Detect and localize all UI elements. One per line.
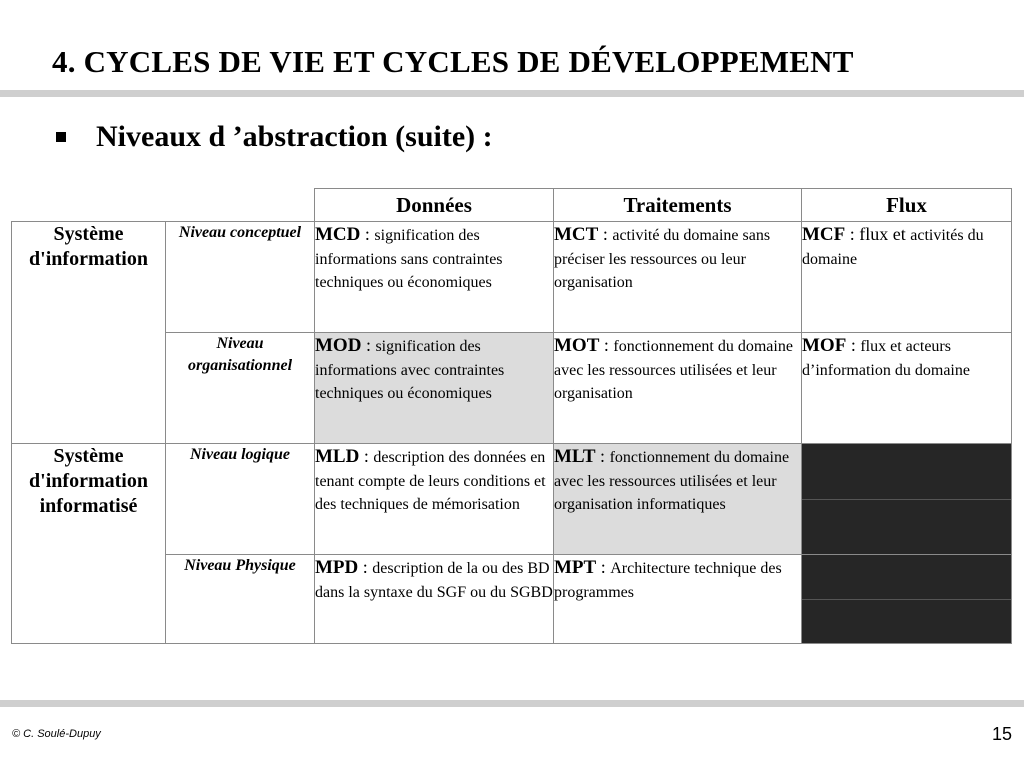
cell-mcd-text: signification des informations sans contraintes techniques ou économiques	[315, 227, 503, 291]
bullet-text: Niveaux d ’abstraction (suite) :	[96, 120, 493, 153]
table-header-row	[12, 189, 1012, 222]
cell-mot: MOT : fonctionnement du domaine avec les ressources utilisées et leur organisation	[554, 333, 802, 444]
copyright-notice: © C. Soulé-Dupuy	[12, 728, 101, 740]
cell-mpt-abbr: MPT	[554, 557, 597, 578]
cell-mcf: MCF : flux et activités du domaine	[802, 222, 1012, 333]
cell-mof-text: flux et acteurs d’information du domaine	[802, 338, 970, 379]
footer-divider	[0, 700, 1024, 707]
title-divider	[0, 90, 1024, 97]
cell-mlt-abbr: MLT	[554, 446, 596, 467]
cell-mld-abbr: MLD	[315, 446, 360, 467]
cell-flux-logique-empty	[802, 444, 1012, 555]
table-row-logique	[12, 444, 1012, 555]
slide-title: 4. CYCLES DE VIE ET CYCLES DE DÉVELOPPEMENT	[52, 44, 854, 79]
cell-mct-abbr: MCT	[554, 224, 599, 245]
level-conceptuel: Niveau conceptuel	[166, 222, 315, 333]
cell-mpt: MPT : Architecture technique des programmes	[554, 555, 802, 644]
row-group-systeme-information: Système d'information	[12, 222, 166, 444]
column-header-flux: Flux	[802, 189, 1012, 222]
cell-mpt-text: Architecture technique des programmes	[554, 560, 782, 601]
cell-mct-text: activité du domaine sans préciser les ressources ou leur organisation	[554, 227, 771, 291]
cell-mpd-abbr: MPD	[315, 557, 359, 578]
cell-mot-text: fonctionnement du domaine avec les ressources utilisées et leur organisation	[554, 338, 793, 402]
cell-mod-text: signification des informations avec contraintes techniques ou économiques	[315, 338, 505, 402]
bullet-item	[56, 120, 493, 154]
cell-mld: MLD : description des données en tenant compte de leurs conditions et des techniques de mémorisation	[315, 444, 554, 555]
cell-mcd-abbr: MCD	[315, 224, 361, 245]
cell-mof-abbr: MOF	[802, 335, 847, 356]
cell-mcf-abbr: MCF	[802, 224, 846, 245]
header-blank	[12, 189, 315, 222]
column-header-traitements: Traitements	[554, 189, 802, 222]
level-organisationnel: Niveau organisationnel	[166, 333, 315, 444]
square-bullet-icon	[56, 132, 66, 142]
level-logique: Niveau logique	[166, 444, 315, 555]
cell-mof: MOF : flux et acteurs d’information du domaine	[802, 333, 1012, 444]
cell-mct: MCT : activité du domaine sans préciser les ressources ou leur organisation	[554, 222, 802, 333]
cell-mpd-text: description de la ou des BD dans la syntaxe du SGF ou du SGBD	[315, 560, 553, 601]
cell-mlt: MLT : fonctionnement du domaine avec les ressources utilisées et leur organisation informatiques	[554, 444, 802, 555]
cell-mlt-text: fonctionnement du domaine avec les ressources utilisées et leur organisation informatiques	[554, 449, 790, 513]
cell-mpd: MPD : description de la ou des BD dans la syntaxe du SGF ou du SGBD	[315, 555, 554, 644]
cell-mcf-text: activités du domaine	[802, 227, 984, 268]
table-row-conceptuel	[12, 222, 1012, 333]
page-number: 15	[991, 724, 1012, 744]
cell-mld-text: description des données en tenant compte de leurs conditions et des techniques de mémorisation	[315, 449, 546, 513]
level-physique: Niveau Physique	[166, 555, 315, 644]
cell-mod: MOD : signification des informations avec contraintes techniques ou économiques	[315, 333, 554, 444]
column-header-donnees: Données	[315, 189, 554, 222]
cell-mot-abbr: MOT	[554, 335, 600, 356]
abstraction-levels-table	[11, 188, 1012, 644]
row-group-systeme-information-informatise: Système d'information informatisé	[12, 444, 166, 644]
cell-flux-physique-empty	[802, 555, 1012, 644]
cell-mod-abbr: MOD	[315, 335, 362, 356]
cell-mcd: MCD : signification des informations sans contraintes techniques ou économiques	[315, 222, 554, 333]
